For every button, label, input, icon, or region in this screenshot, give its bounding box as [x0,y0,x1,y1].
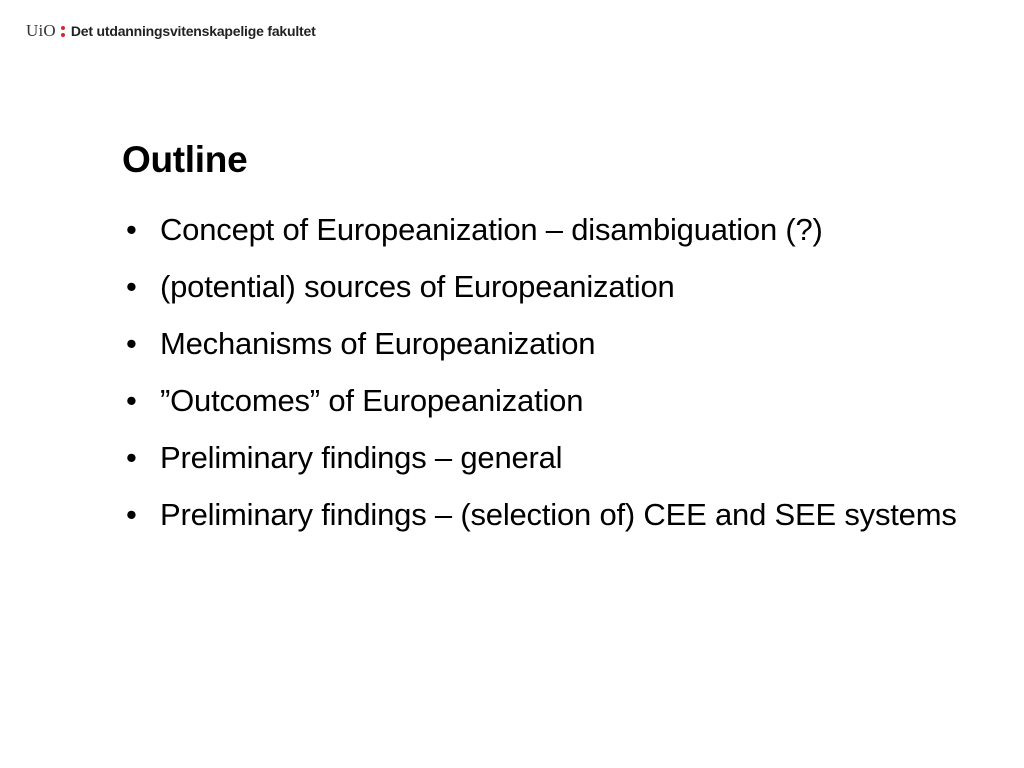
institution-header [26,20,316,42]
bullet-dot-icon: • [126,269,137,304]
bullet-dot-icon: • [126,497,137,532]
bullet-item [122,322,982,365]
bullet-text: ”Outcomes” of Europeanization [160,383,584,418]
bullet-list [122,208,982,550]
faculty-name: Det utdanningsvitenskapelige fakultet [70,23,316,39]
uio-logo-dots-icon [61,24,65,38]
bullet-text: Preliminary findings – general [160,440,563,475]
bullet-item [122,208,982,251]
bullet-text: Concept of Europeanization – disambiguation (?) [160,212,823,247]
uio-logo-text: UiO [26,21,56,40]
bullet-item [122,493,982,536]
bullet-dot-icon: • [126,440,137,475]
bullet-text: Mechanisms of Europeanization [160,326,596,361]
bullet-text: (potential) sources of Europeanization [160,269,675,304]
slide-title: Outline [122,139,248,180]
bullet-dot-icon: • [126,383,137,418]
bullet-item [122,436,982,479]
bullet-item [122,379,982,422]
bullet-dot-icon: • [126,212,137,247]
bullet-dot-icon: • [126,326,137,361]
bullet-item [122,265,982,308]
bullet-text: Preliminary findings – (selection of) CEE and SEE systems [160,497,957,532]
